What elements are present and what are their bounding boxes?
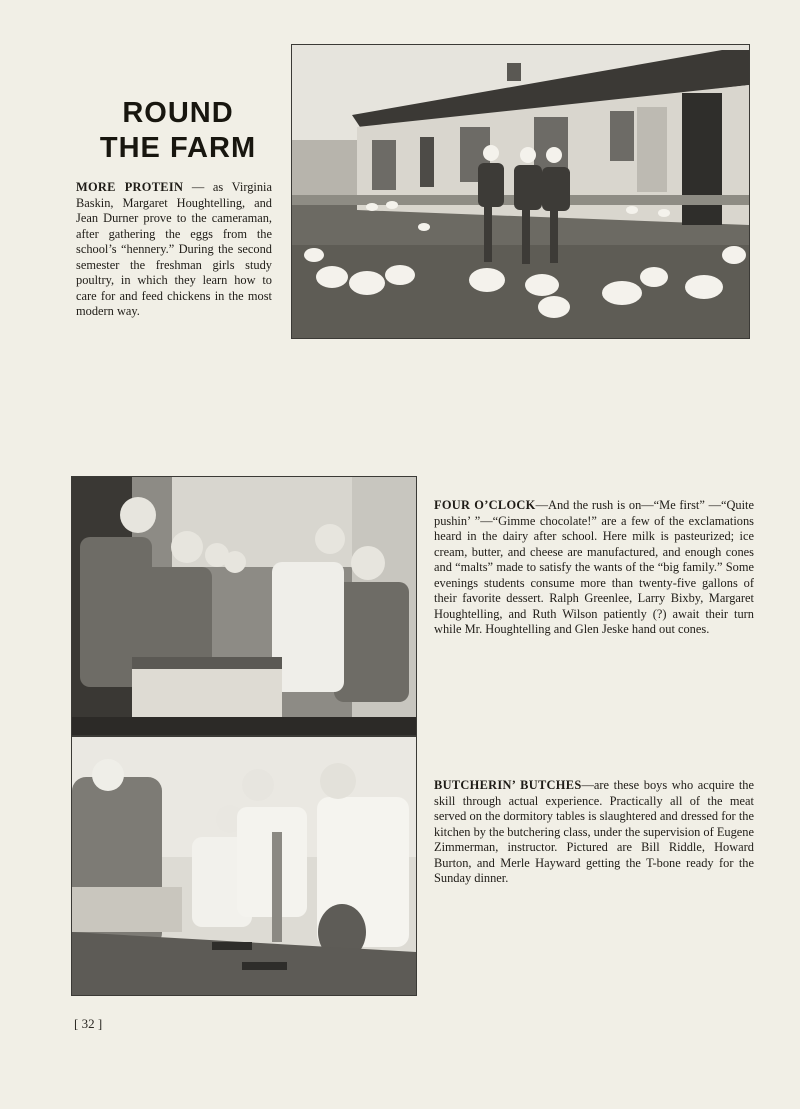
caption-more-protein bbox=[76, 180, 272, 320]
photo-butchering-class bbox=[71, 736, 417, 996]
title-line-2: THE FARM bbox=[99, 132, 257, 164]
caption-body: —are these boys who acquire the skill through actual experience. Practically all of the meat served on the dormitory tables is slaughtered and dressed for the kitchen by the butchering class, under the supervision of Eugene Zimmerman, instructor. Pictured are Bill Riddle, Howard Burton, and Merle Hayward getting the T-bone ready for the Sunday dinner. bbox=[434, 778, 755, 885]
photo-poultry-house bbox=[291, 44, 750, 339]
caption-four-oclock bbox=[434, 498, 754, 638]
caption-body: — as Virginia Baskin, Margaret Houghtelling, and Jean Durner prove to the cameraman, after gathering the eggs from the school’s “hennery.” During the second semester the freshman girls study poultry, in which they learn how to care for and feed chickens in the most modern way. bbox=[76, 180, 272, 318]
caption-body: —And the rush is on—“Me first” —“Quite pushin’ ”—“Gimme chocolate!” are a few of the exclamations heard in the dairy after school. Here milk is pasteurized; ice cream, butter, and cheese are manufactured, and enough cones and “malts” made to satisfy the wants of the “big family.” Some evenings students consume more than twenty-five gallons of their favorite dessert. Ralph Greenlee, Larry Bixby, Margaret Houghtelling, and Ruth Wilson patiently (?) await their turn while Mr. Houghtelling and Glen Jeske hand out cones. bbox=[434, 498, 754, 636]
caption-butcherin-butches bbox=[434, 778, 754, 887]
caption-lead: BUTCHERIN’ BUTCHES bbox=[434, 778, 582, 792]
page-title bbox=[78, 96, 278, 166]
caption-lead: FOUR O’CLOCK bbox=[434, 498, 536, 512]
photo-dairy-cones bbox=[71, 476, 417, 736]
caption-lead: MORE PROTEIN bbox=[76, 180, 184, 194]
title-line-1: ROUND bbox=[122, 97, 234, 129]
page-number: [ 32 ] bbox=[74, 1016, 103, 1031]
